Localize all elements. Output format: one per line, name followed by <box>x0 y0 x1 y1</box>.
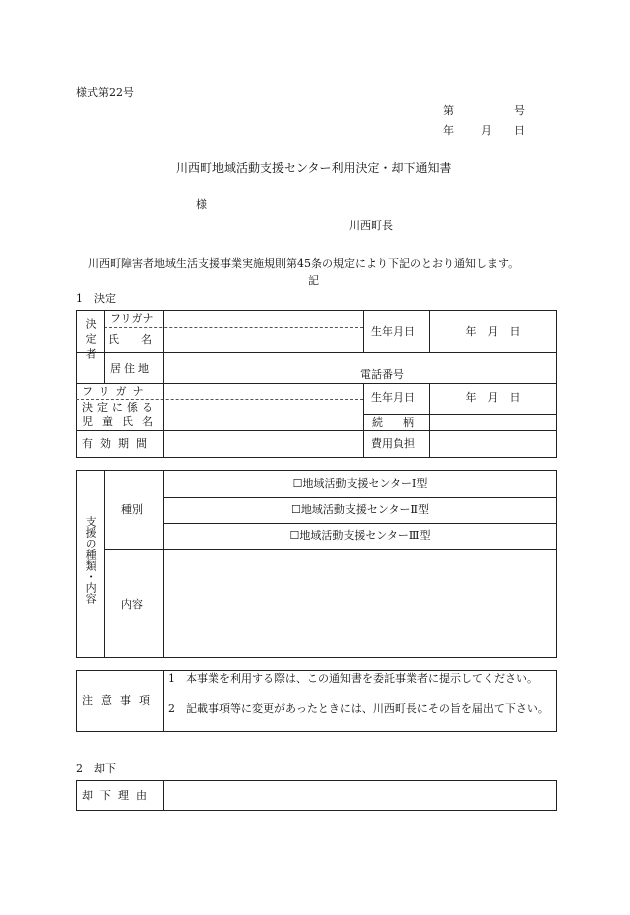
support-type-label: 種別 <box>121 503 143 516</box>
support-side-label: 支援の種類・内容 <box>84 516 98 604</box>
child-furigana-label: フリガナ <box>82 385 150 398</box>
address-label: 居住地 <box>110 362 152 375</box>
child-birthdate-label: 生年月日 <box>371 391 415 404</box>
body-text: 川西町障害者地域生活支援事業実施規則第45条の規定により下記のとおり通知します。 <box>88 257 520 270</box>
furigana-label: フリガナ <box>110 312 154 325</box>
form-number: 様式第22号 <box>76 86 134 99</box>
doc-no-suffix: 号 <box>514 104 525 117</box>
cost-label: 費用負担 <box>371 437 415 450</box>
child-birthdate-placeholder[interactable]: 年 月 日 <box>465 391 521 404</box>
document-title: 川西町地域活動支援センター利用決定・却下通知書 <box>176 161 452 175</box>
child-name-label-2: 児童氏名 <box>82 415 162 428</box>
support-option-1[interactable]: ☐地域活動支援センターⅠ型 <box>292 477 428 490</box>
notes-label: 注意事項 <box>82 694 158 707</box>
support-option-2[interactable]: ☐地域活動支援センターⅡ型 <box>291 503 429 516</box>
date-month: 月 <box>481 124 492 137</box>
doc-no-prefix: 第 <box>443 104 454 117</box>
relationship-label: 続柄 <box>372 416 434 429</box>
date-day: 日 <box>514 124 525 137</box>
support-option-3[interactable]: ☐地域活動支援センターⅢ型 <box>289 529 431 542</box>
birthdate-placeholder[interactable]: 年 月 日 <box>465 325 521 338</box>
decided-person-label: 決定者 <box>84 318 98 363</box>
name-label: 氏 名 <box>108 333 152 346</box>
note-item-2: 2 記載事項等に変更があったときには、川西町長にその旨を届出て下さい。 <box>168 702 549 715</box>
ki-mark: 記 <box>308 274 319 287</box>
issuer: 川西町長 <box>349 219 393 232</box>
support-content-label: 内容 <box>121 598 143 611</box>
section1-heading: 1 決定 <box>76 292 116 305</box>
section2-heading: 2 却下 <box>76 762 116 775</box>
note-item-1: 1 本事業を利用する際は、この通知書を委託事業者に提示してください。 <box>168 672 538 685</box>
child-name-label-1: 決定に係る <box>82 401 157 414</box>
birthdate-label: 生年月日 <box>371 325 415 338</box>
date-year: 年 <box>443 124 454 137</box>
addressee-suffix: 様 <box>196 198 207 211</box>
validity-label: 有効期間 <box>82 437 154 450</box>
rejection-reason-label: 却下理由 <box>82 789 154 802</box>
phone-label: 電話番号 <box>360 368 404 381</box>
